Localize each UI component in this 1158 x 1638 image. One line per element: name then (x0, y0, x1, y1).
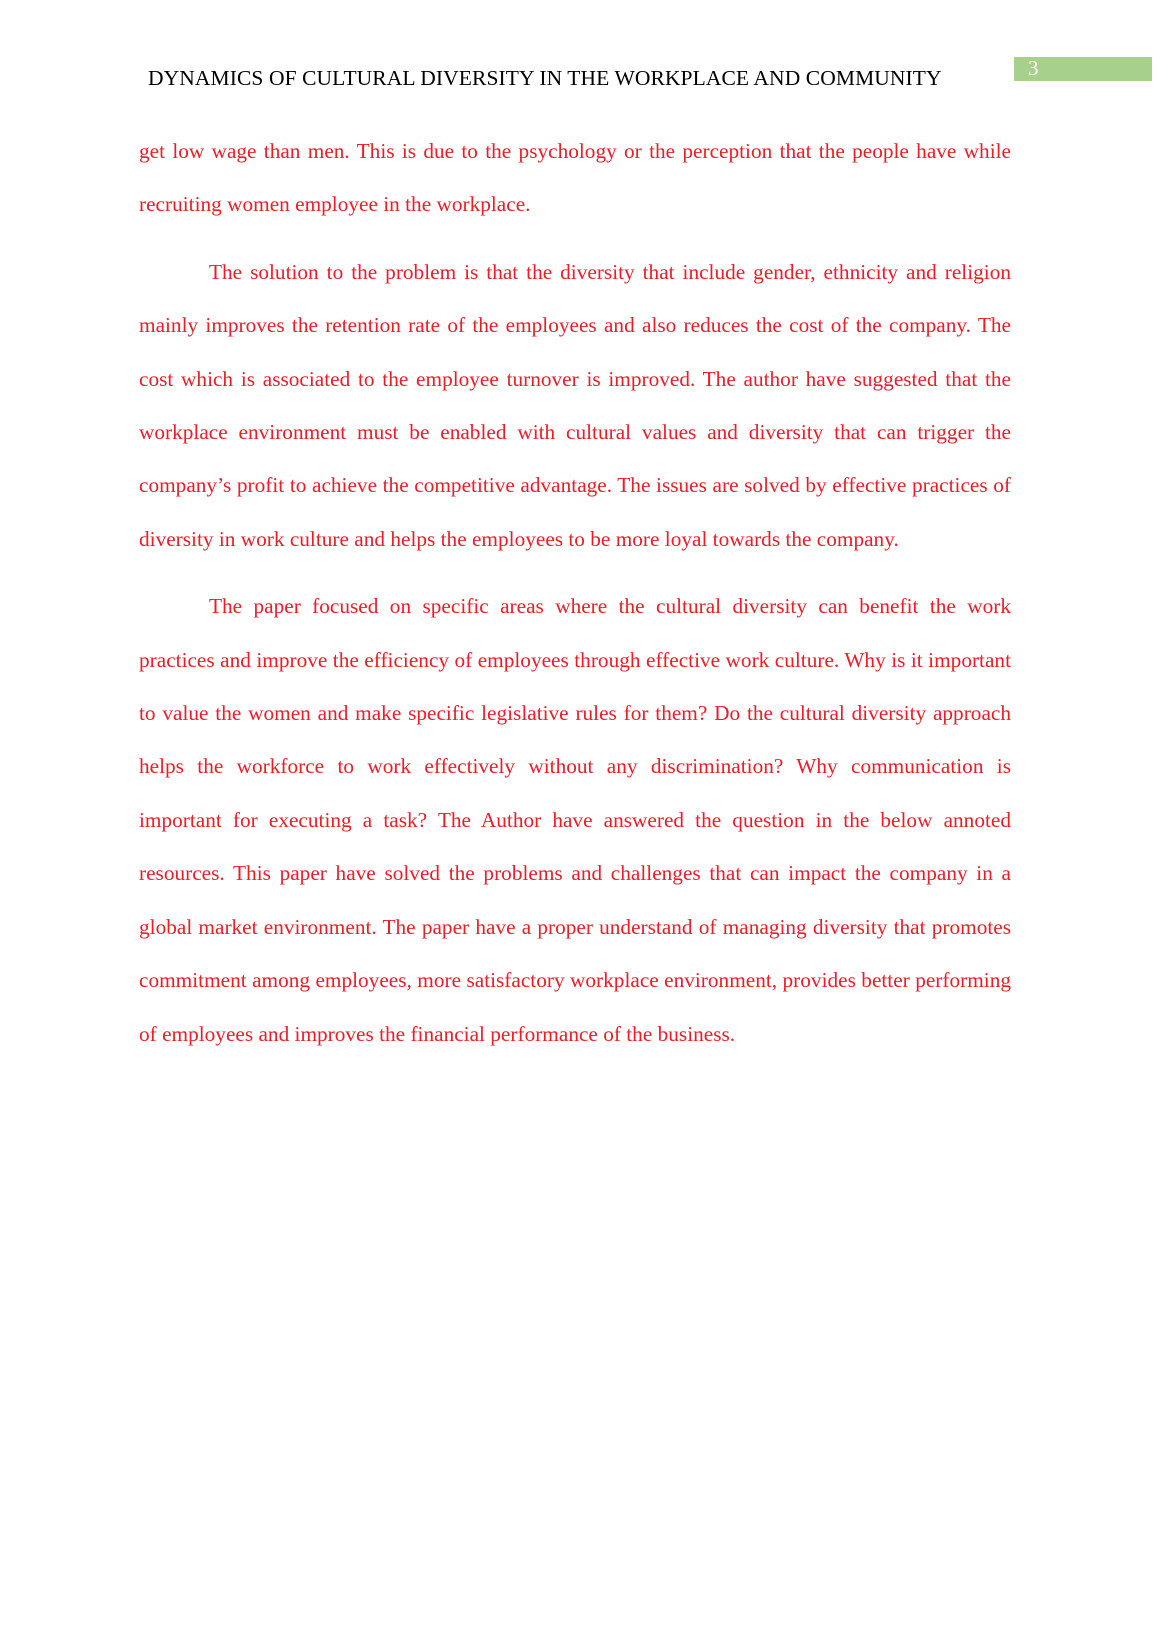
paragraph-solution: The solution to the problem is that the diversity that include gender, ethnicity and religion mainly improves the retention rate of the employees and also reduces the cost of the company. The cost which is associated to the employee turnover is improved. The author have suggested that the workplace environment must be enabled with cultural values and diversity that can trigger the company’s profit to achieve the competitive advantage. The issues are solved by effective practices of diversity in work culture and helps the employees to be more loyal towards the company. (139, 259, 1011, 551)
paragraph-continuation: get low wage than men. This is due to the psychology or the perception that the people have while recruiting women employee in the workplace. (139, 139, 1011, 217)
body-text (139, 125, 1011, 1075)
page-number: 3 (1028, 56, 1039, 80)
page-number-box (1014, 57, 1152, 81)
running-head: DYNAMICS OF CULTURAL DIVERSITY IN THE WORKPLACE AND COMMUNITY (148, 66, 942, 90)
paragraph-focus: The paper focused on specific areas where the cultural diversity can benefit the work practices and improve the efficiency of employees through effective work culture. Why is it important to value the women and make specific legislative rules for them? Do the cultural diversity approach helps the workforce to work effectively without any discrimination? Why communication is important for executing a task? The Author have answered the question in the below annoted resources. This paper have solved the problems and challenges that can impact the company in a global market environment. The paper have a proper understand of managing diversity that promotes commitment among employees, more satisfactory workplace environment, provides better performing of employees and improves the financial performance of the business. (139, 594, 1011, 1046)
